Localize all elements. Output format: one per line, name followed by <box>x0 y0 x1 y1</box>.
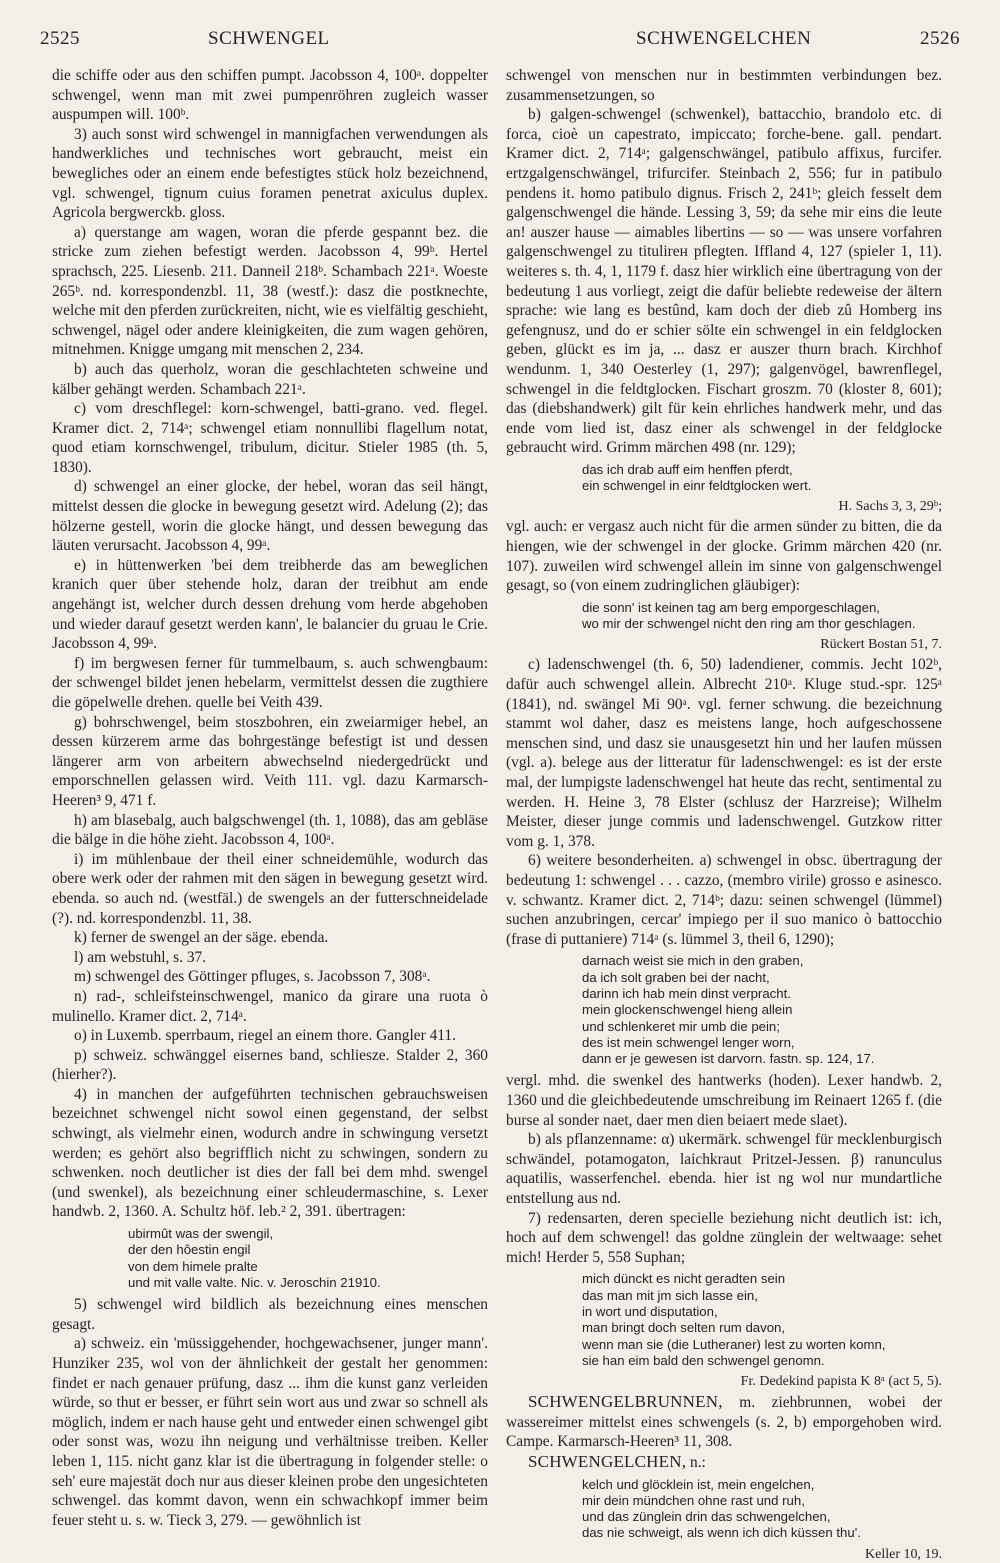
verse-line: und schlenkeret mir umb die pein; <box>582 1018 780 1034</box>
verse-line: des ist mein schwengel lenger worn, <box>582 1034 795 1050</box>
verse-line: darnach weist sie mich in den graben, <box>582 953 804 969</box>
verse-line: und mit valle valte. Nic. v. Jeroschin 21910. <box>128 1274 381 1290</box>
verse-line: der den hôestin engil <box>128 1242 251 1258</box>
entry-paragraph: b) als pflanzenname: α) ukermärk. schwengel für mecklenburgisch schwändel, potamogaton, laichkraut Pritzel-Jessen. β) ranunculus aquatilis, wasserfenchel. ebenda. hier ist ng wol nur mundartliche entstellung aus nd. <box>506 1131 942 1207</box>
verse-quotation <box>582 600 942 633</box>
entry-paragraph: vergl. mhd. die swenkel des hantwerks (hoden). Lexer handwb. 2, 1360 und die gleichbedeutende umschreibung im Reinaert 1265 f. (die burse al sonder naet, daer men dien beiaert mede slaet). <box>506 1072 942 1129</box>
verse-quotation <box>582 953 942 1067</box>
verse-line: darinn ich hab mein dinst verpracht. <box>582 985 791 1001</box>
verse-quotation <box>582 1271 942 1369</box>
entry-paragraph: c) ladenschwengel (th. 6, 50) ladendiener, commis. Jecht 102ᵇ, dafür auch schwengel allein. Albrecht 210ᵃ. Kluge stud.-spr. 125ᵃ (1841), nd. swängel Mi 90ᵃ. vgl. ferner schwung. die bezeichnung stammt wol daher, dasz es meistens lange, hoch aufgeschossene menschen sind, und dasz sie unausgesetzt hin und her laufen müssen (vgl. a). belege aus der litteratur für ladenschwengel: es ist der erste mal, der lumpigste ladenschwengel hat heute das recht, sentimental zu werden. H. Heine 3, 78 Elster (schlusz der Harzreise); Wilhelm Meister, dieser junge commis und ladenschwengel. Gutzkow ritter vom g. 1, 378. <box>506 656 942 850</box>
page-number-left: 2525 <box>40 28 80 49</box>
verse-line: kelch und glöcklein ist, mein engelchen, <box>582 1476 815 1492</box>
verse-line: von dem himele pralte <box>128 1258 258 1274</box>
lemma-definition: m. ziehbrunnen, wobei der wassereimer mittelst eines schwengels (s. 2, b) emporgehoben wird. Campe. Karmarsch-Heeren³ 11, 308. <box>506 1394 942 1451</box>
entry-paragraph: f) im bergwesen ferner für tummelbaum, s. auch schwengbaum: der schwengel bildet jenen hebelarm, vermittelst dessen die zugthiere die göpelwelle drehen. quelle bei Veith 439. <box>52 654 488 711</box>
verse-line: da ich solt graben bei der nacht, <box>582 969 770 985</box>
entry-paragraph: 5) schwengel wird bildlich als bezeichnung eines menschen gesagt. <box>52 1296 488 1333</box>
entry-paragraph: l) am webstuhl, s. 37. <box>74 948 207 966</box>
quotation-source: Fr. Dedekind papista K 8ᵃ (act 5, 5). <box>740 1374 942 1390</box>
entry-paragraph: k) ferner de swengel an der säge. ebenda. <box>74 929 329 947</box>
entry-paragraph: d) schwengel an einer glocke, der hebel, woran das seil hängt, mittelst dessen die glocke in bewegung gesetzt wird. Adelung (2); das hölzerne gestell, worin die glocke hängt, und dessen bewegung das läuten verursacht. Jacobsson 4, 99ᵃ. <box>52 478 488 555</box>
verse-line: das ich drab auff eim henffen pferdt, <box>582 461 793 477</box>
entry-paragraph: b) auch das querholz, woran die geschlachteten schweine und kälber gehängt werden. Schambach 221ᵃ. <box>52 360 488 398</box>
left-column <box>52 66 488 1529</box>
entry-paragraph: die schiffe oder aus den schiffen pumpt. Jacobsson 4, 100ᵃ. doppelter schwengel, wenn man mit zwei pumpenröhren zugleich wasser auspumpen will. 100ᵇ. <box>52 67 488 124</box>
verse-quotation <box>128 1226 488 1291</box>
quotation-source: H. Sachs 3, 3, 29ᵇ; <box>838 499 942 515</box>
entry-paragraph: 6) weitere besonderheiten. a) schwengel in obsc. übertragung der bedeutung 1: schwengel . . . cazzo, (membro virile) grosso e asinesco. v. schwantz. Kramer dict. 2, 714ᵇ; dazu: seinen schwengel (lümmel) suchen anzubringen, cercar' impiego per il suo manico ò battocchio (frase di puttaniere) 714ᵃ (s. lümmel 3, theil 6, 1290); <box>506 852 942 948</box>
entry-paragraph: 4) in manchen der aufgeführten technischen gebrauchsweisen bezeichnet schwengel nicht sowol einen gegenstand, der selbst schwingt, als vielmehr einen, wodurch andre in schwingung versetzt werden; es gehört also begrifflich nicht zu schwingen, sondern zu schwenken. noch deutlicher ist dies der fall bei dem mhd. swengel (und swenkel), als bezeichnung einer schleudermaschine, s. Lexer handwb. 2, 1360. A. Schultz höf. leb.² 2, 391. übertragen: <box>52 1085 488 1221</box>
entry-paragraph: g) bohrschwengel, beim stoszbohren, ein zweiarmiger hebel, an dessen kürzerem arme das bohrgestänge befestigt ist und dessen längerer arm von arbeitern abwechselnd niedergedrückt und emporschnellen gelassen wird. Veith 111. vgl. dazu Karmarsch-Heeren³ 9, 471 f. <box>52 713 488 809</box>
entry-paragraph: b) galgen-schwengel (schwenkel), battacchio, brandolo etc. di forca, cioè un capestrato, impiccato; forche-bene. gall. pendart. Kramer dict. 2, 714ᵃ; galgenschwängel, patibulo affixus, furcifer. ertzgalgenschwängel, trifurcifer. Steinbach 2, 556; fur in patibulo pendens it. homo patibulo dignus. Frisch 2, 241ᵇ; gleich fesselt dem galgenschwengel die hände. Lessing 3, 59; da sehe mir eins die leute an! auszer hause — aimables libertins — so — was unsere vorfahren galgenschwengel zu titulirен pflegten. Iffland 4, 127 (spieler 1, 11). weiteres s. th. 4, 1, 1179 f. dasz hier wirklich eine übertragung von der bedeutung 1 aus vorliegt, zeigt die dafür beliebte redeweise der ältern sprache: wie lang es bestûnd, kam doch der dieb zû Homberg ins gefengnusz, und do er schier sölte ein schwengel in ein feldglocken geben, glückt es im ja, ... dasz er auszer thurn brach. Kirchhof wendunm. 1, 340 Oesterley (1, 297); galgenvögel, bawrenflegel, schwengel in die feldtglocken. Fischart groszm. 70 (kloster 8, 601); das (diebshandwerk) gilt für kein ehrliches handwerk mehr, und das ende vom lied ist, dasz einer als schwengel in der feldglocke gebraucht wird. Grimm märchen 498 (nr. 129); <box>506 106 942 457</box>
verse-line: das man mit jm sich lasse ein, <box>582 1287 758 1303</box>
verse-line: ubirmût was der swengil, <box>128 1226 274 1242</box>
verse-line: mich dünckt es nicht geradten sein <box>582 1271 786 1287</box>
entry-paragraph: o) in Luxemb. sperrbaum, riegel an einem thore. Gangler 411. <box>74 1027 456 1045</box>
verse-line: das nie schweigt, als wenn ich dich küssen thu'. <box>582 1525 861 1541</box>
entry-paragraph: vgl. auch: er vergasz auch nicht für die armen sünder zu bitten, die da hiengen, wie der schwengel in der glocke. Grimm märchen 420 (nr. 107). zuweilen wird schwengel allein im sinne von galgenschwengel gesagt, so (von einem zudringlichen gläubiger): <box>506 518 942 595</box>
page-number-right: 2526 <box>920 28 960 49</box>
quotation-source: Rückert Bostan 51, 7. <box>820 637 942 653</box>
lemma-entry <box>506 1392 942 1452</box>
lemma-headword: SCHWENGELBRUNNEN, <box>528 1392 723 1412</box>
verse-line: mir dein mündchen ohne rast und ruh, <box>582 1492 805 1508</box>
entry-paragraph: p) schweiz. schwänggel eisernes band, schliesze. Stalder 2, 360 (hierher?). <box>52 1046 488 1084</box>
entry-paragraph: schwengel von menschen nur in bestimmten verbindungen bez. zusammensetzungen, so <box>506 67 942 104</box>
lemma-headword: SCHWENGELCHEN, <box>528 1451 687 1471</box>
catchword-left: SCHWENGEL <box>208 28 330 49</box>
entry-paragraph: m) schwengel des Göttinger pfluges, s. Jacobsson 7, 308ᵃ. <box>74 968 431 986</box>
entry-paragraph: h) am blasebalg, auch balgschwengel (th. 1, 1088), das am gebläse die bälge in die höhe zieht. Jacobsson 4, 100ᵃ. <box>52 811 488 849</box>
verse-line: und das zünglein drin das schwengelchen, <box>582 1509 831 1525</box>
entry-paragraph: a) querstange am wagen, woran die pferde gespannt bez. die stricke zum ziehen befestigt werden. Jacobsson 4, 99ᵇ. Hertel sprachsch, 225. Liesenb. 211. Danneil 218ᵇ. Schambach 221ᵃ. Woeste 265ᵇ. nd. korrespondenzbl. 11, 38 (westf.): dasz die postknechte, welche mit den pferden zurückreiten, nicht, wie es vielfältig geschieht, schwengel, nägel oder andere kleinigkeiten, die zum wagen gehören, mitnehmen. Knigge umgang mit menschen 2, 234. <box>52 223 488 359</box>
right-column <box>506 66 942 1562</box>
entry-paragraph: 3) auch sonst wird schwengel in mannigfachen verwendungen als handwerkliches und technisches wort gebraucht, meist ein bewegliches oder an einem ende befestigtes stück holz bezeichnend, vgl. schwengel, tignum cuius foramen penetrat axiculus duplex. Agricola bergwerckb. gloss. <box>52 125 488 222</box>
lemma-definition: n.: <box>686 1453 706 1471</box>
verse-line: dann er je gewesen ist darvorn. fastn. sp. 124, 17. <box>582 1051 875 1067</box>
entry-paragraph: a) schweiz. ein 'müssiggehender, hochgewachsener, junger mann'. Hunziker 235, wol von der ähnlichkeit der gestalt her genommen: findet er nach genauer prüfung, dasz ... ihm die kunst ganz verleiden würde, so thut er besser, er führt sein wort aus und zwar so schnell als möglich, indem er nach hause geht und entweder einen schwengel gibt oder sonst was, wozu ihn neigung und verhältnisse treiben. Keller leben 1, 115. nicht ganz klar ist die übertragung in folgender stelle: o seh' eure majestät doch nur aus dieser kleinen probe den ungesichteten schwengel. das kommt davon, wenn ein schwachkopf immer beim feuer steht u. s. w. Tieck 3, 279. — gewöhnlich ist <box>52 1335 488 1529</box>
lemma-entry <box>506 1452 942 1473</box>
catchword-right: SCHWENGELCHEN <box>636 28 812 49</box>
quotation-source: Keller 10, 19. <box>865 1546 942 1562</box>
verse-quotation <box>582 1477 942 1542</box>
running-header <box>40 28 960 58</box>
entry-paragraph: i) im mühlenbaue der theil einer schneidemühle, wodurch das obere werk oder der rahmen mit den sägen in bewegung gesetzt wird. ebenda. so auch nd. (westfäl.) de swengels an der futterschneidelade (?). nd. korrespondenzbl. 11, 38. <box>52 850 488 927</box>
verse-line: mein glockenschwengel hieng allein <box>582 1002 793 1018</box>
entry-paragraph: 7) redensarten, deren specielle beziehung nicht deutlich ist: ich, hoch auf dem schwengel! das goldne zünglein der weltwaage: sehet mich! Herder 5, 558 Suphan; <box>506 1209 942 1266</box>
verse-quotation <box>582 462 942 495</box>
verse-line: wo mir der schwengel nicht den ring am thor geschlagen. <box>582 616 916 632</box>
verse-line: wenn man sie (die Lutheraner) lest zu worten komn, <box>582 1336 886 1352</box>
entry-paragraph: c) vom dreschflegel: korn-schwengel, batti-grano. ved. flegel. Kramer dict. 2, 714ᵃ; schwengel etiam nonnullibi flagellum notat, quod etiam kornschwengel, tribulum, dicitur. Stieler 1985 (th. 5, 1830). <box>52 400 488 476</box>
verse-line: sie han eim bald den schwengel genomn. <box>582 1352 825 1368</box>
entry-paragraph: n) rad-, schleifsteinschwengel, manico da girare una ruota ò mulinello. Kramer dict. 2, 714ᵃ. <box>52 987 488 1025</box>
verse-line: die sonn' ist keinen tag am berg emporgeschlagen, <box>582 599 880 615</box>
verse-line: in wort und disputation, <box>582 1303 718 1319</box>
verse-line: ein schwengel in einr feldtglocken wert. <box>582 478 812 494</box>
entry-paragraph: e) in hüttenwerken 'bei dem treibherde das am beweglichen kranich quer über stehende holz, daran der treibhut am ende angehängt ist, welcher durch dessen drehung vom herde abgehoben und wieder darauf gesetzt werden kann', le balancier du gruau le Crie. Jacobsson 4, 99ᵃ. <box>52 556 488 653</box>
verse-line: man bringt doch selten rum davon, <box>582 1320 786 1336</box>
